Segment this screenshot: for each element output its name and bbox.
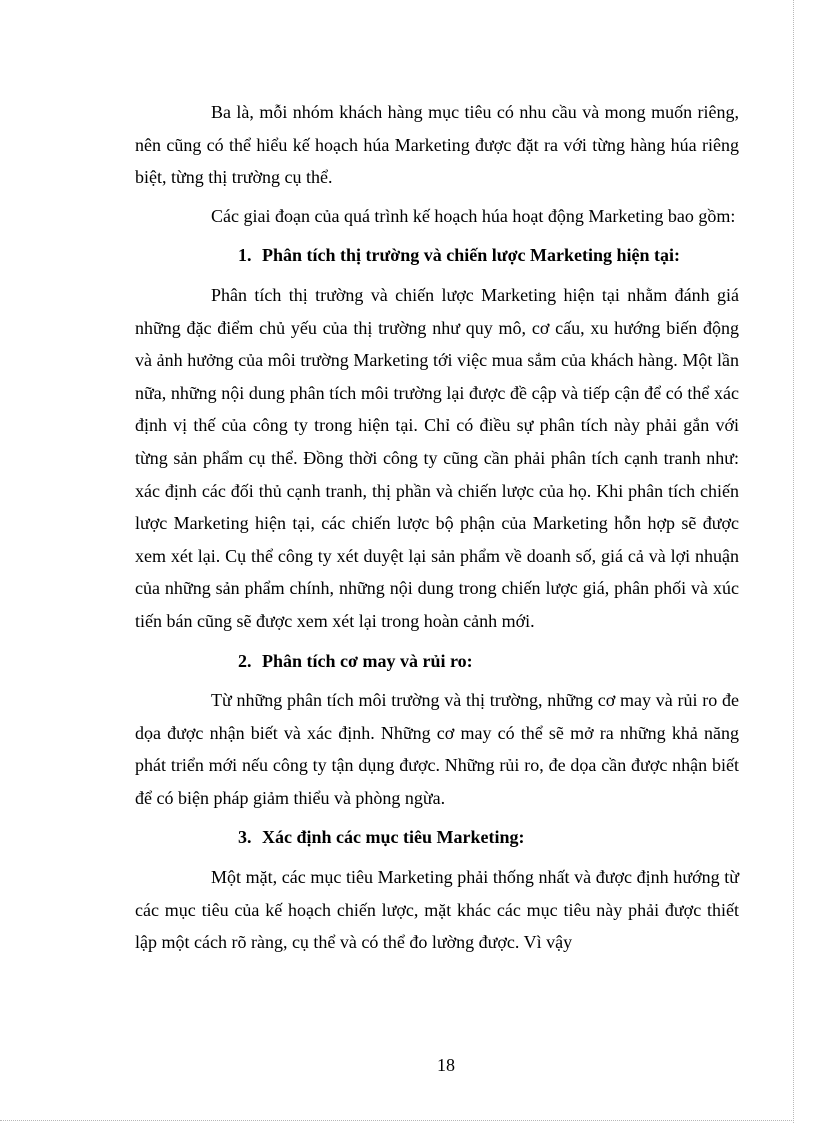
section-body-2: Từ những phân tích môi trường và thị trường, những cơ may và rủi ro đe dọa được nhận biết và xác định. Những cơ may có thể sẽ mở ra những khả năng phát triển mới nếu công ty tận dụng được. Những rủi ro, đe dọa cần được nhận biết để có biện pháp giảm thiểu và phòng ngừa.: [135, 690, 739, 808]
section-number: 1.: [238, 245, 252, 266]
section-heading-3: [135, 821, 739, 854]
page-number: 18: [437, 1055, 455, 1075]
section-body-3: Một mặt, các mục tiêu Marketing phải thống nhất và được định hướng từ các mục tiêu của kế hoạch chiến lược, mặt khác các mục tiêu này phải được thiết lập một cách rõ ràng, cụ thể và có thể đo lường được. Vì vậy: [135, 867, 739, 953]
intro-paragraph-1: Ba là, mỗi nhóm khách hàng mục tiêu có nhu cầu và mong muốn riêng, nên cũng có thể hiểu kế hoạch húa Marketing được đặt ra với từng hàng húa riêng biệt, từng thị trường cụ thể.: [135, 102, 739, 188]
section-title: Phân tích cơ may và rủi ro:: [262, 650, 473, 671]
section-heading-1: [135, 239, 739, 272]
intro-paragraph-2: Các giai đoạn của quá trình kế hoạch húa hoạt động Marketing bao gồm:: [211, 205, 736, 226]
section-number: 3.: [238, 827, 252, 848]
section-title: Phân tích thị trường và chiến lược Marketing hiện tại:: [262, 245, 681, 266]
section-body-1: Phân tích thị trường và chiến lược Marketing hiện tại nhằm đánh giá những đặc điểm chủ yếu của thị trường như quy mô, cơ cấu, xu hướng biến động và ảnh hưởng của môi trường Marketing tới việc mua sắm của khách hàng. Một lần nữa, những nội dung phân tích môi trường lại được đề cập và tiếp cận để có thể xác định vị thế của công ty trong hiện tại. Chỉ có điều sự phân tích này phải gắn với từng sản phẩm cụ thể. Đồng thời công ty cũng cần phải phân tích cạnh tranh như: xác định các đối thủ cạnh tranh, thị phần và chiến lược của họ. Khi phân tích chiến lược Marketing hiện tại, các chiến lược bộ phận của Marketing hỗn hợp sẽ được xem xét lại. Cụ thể công ty xét duyệt lại sản phẩm về doanh số, giá cả và lợi nhuận của những sản phẩm chính, những nội dung trong chiến lược giá, phân phối và xúc tiến bán cũng sẽ được xem xét lại trong hoàn cảnh mới.: [135, 284, 739, 631]
section-heading-2: [135, 645, 739, 678]
section-number: 2.: [238, 650, 252, 671]
page-content: [135, 96, 739, 959]
page-border-bottom: [0, 1120, 794, 1121]
section-title: Xác định các mục tiêu Marketing:: [262, 827, 525, 848]
page-border-right: [793, 0, 794, 1123]
